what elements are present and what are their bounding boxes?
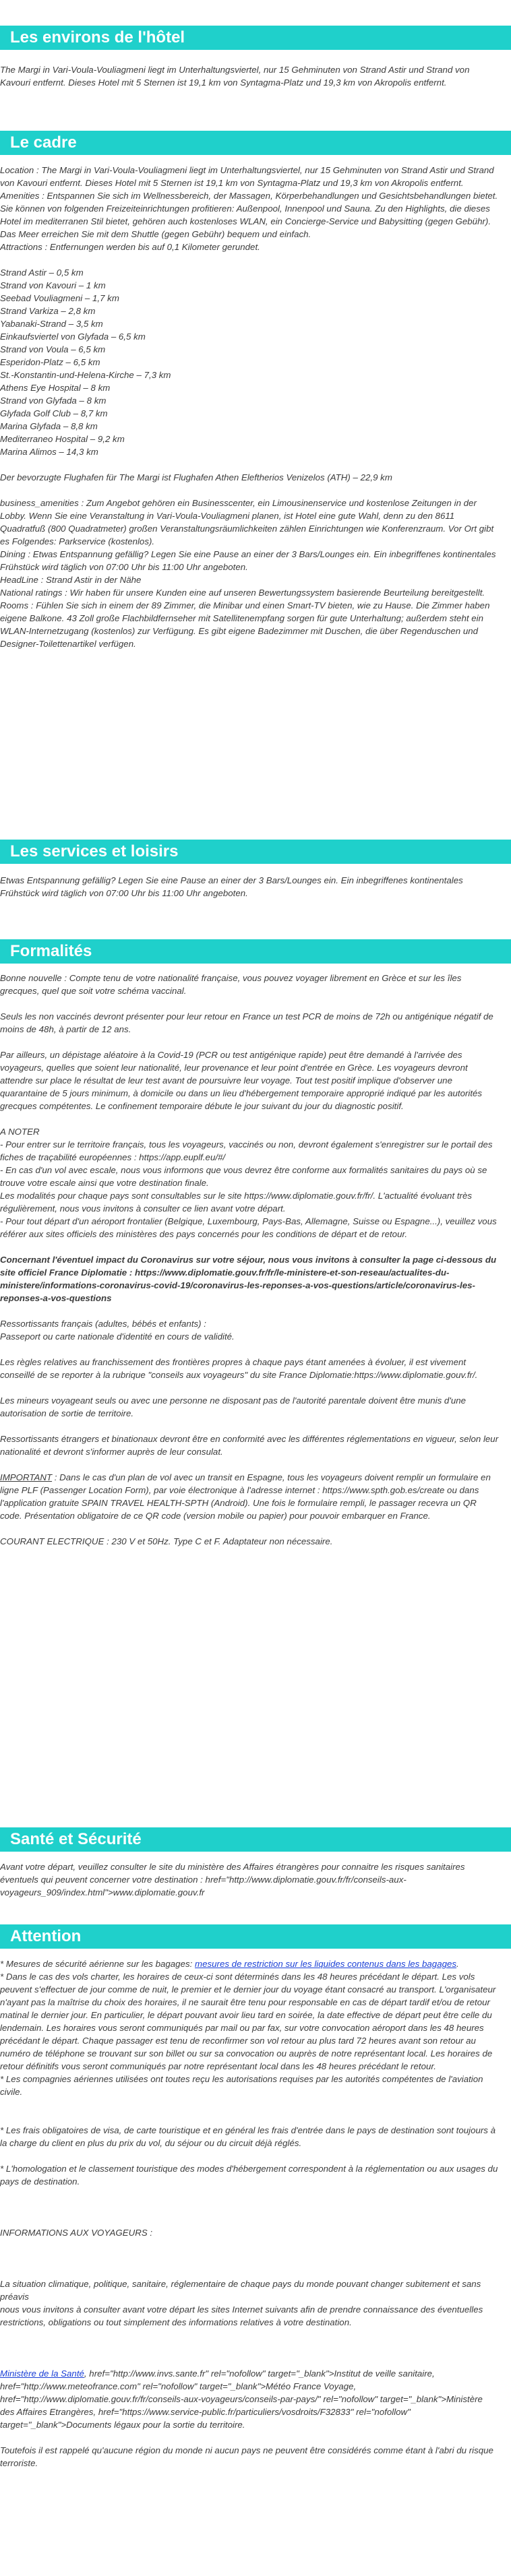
note-title: A NOTER — [0, 1127, 40, 1137]
services-paragraph: Etwas Entspannung gefällig? Legen Sie eine Pause an einer der 3 Bars/Lounges ein. Ein inbegriffenes kontinentales Frühstück wird täglich von 07:00 Uhr bis 11:00 Uhr angeboten. — [0, 875, 463, 898]
attention-1 — [0, 1957, 499, 1970]
place-item: Yabanaki-Strand – 3,5 km — [0, 319, 103, 329]
info-voyageurs: INFORMATIONS AUX VOYAGEURS : — [0, 2228, 153, 2238]
formalites-p6: Ressortissants étrangers et binationaux devront être en conformité avec les différentes réglementations en vigueur, selon leur nationalité et devront s'informer auprès de leur consulat. — [0, 1434, 499, 1457]
official-links — [0, 2367, 499, 2431]
place-item: Strand von Voula – 6,5 km — [0, 344, 106, 354]
cadre-dining: Dining : Etwas Entspannung gefällig? Legen Sie eine Pause an einer der 3 Bars/Lounges ein. Ein inbegriffenes kontinentales Frühstück wird täglich von 07:00 Uhr bis 11:00 Uhr angeboten. — [0, 549, 496, 572]
place-item: Mediterraneo Hospital – 9,2 km — [0, 434, 125, 444]
cadre-title: Le cadre — [10, 133, 77, 152]
cadre-location: Location : The Margi in Vari-Voula-Vouliagmeni liegt im Unterhaltungsviertel, nur 15 Gehminuten von Strand Astir und Strand von Kavouri entfernt. Dieses Hotel mit 5 Sternen ist 19,1 km von Syntagma-Platz und 19,3 km von Akropolis entfernt. — [0, 165, 494, 188]
place-item: Strand von Kavouri – 1 km — [0, 280, 106, 290]
place-item: St.-Konstantin-und-Helena-Kirche – 7,3 km — [0, 370, 171, 380]
attention-7: nous vous invitons à consulter avant votre départ les sites Internet suivants afin de prendre connaissance des éventuelles restrictions, obligations ou tout simplement des informations relatives à votre destination. — [0, 2304, 483, 2327]
services-text — [0, 874, 499, 912]
environs-paragraph: The Margi in Vari-Voula-Vouliagmeni liegt im Unterhaltungsviertel, nur 15 Gehminuten von Strand Astir und Strand von Kavouri entfernt. Dieses Hotel mit 5 Sternen ist 19,1 km von Syntagma-Platz und 19,3 km von Akropolis entfernt. — [0, 65, 470, 88]
courant-electrique: COURANT ELECTRIQUE : 230 V et 50Hz. Type C et F. Adaptateur non nécessaire. — [0, 1536, 333, 1546]
formalites-p5: Les mineurs voyageant seuls ou avec une personne ne disposant pas de l'autorité parentale doivent être munis d'une autorisation de sortie de territoire. — [0, 1395, 467, 1418]
cadre-airport: Der bevorzugte Flughafen für The Margi ist Flughafen Athen Eleftherios Venizelos (ATH) – 22,9 km — [0, 472, 392, 482]
place-list — [0, 266, 499, 458]
official-links-text: , href="http://www.invs.sante.fr" rel="nofollow" target="_blank">Institut de veille sanitaire, href="http://www.meteofrance.com" rel="nofollow" target="_blank">Météo France Voyage, href="http://www.diplomatie.gouv.fr/fr/conseils-aux-voyageurs/conseils-par-pays/" rel="nofollow" target="_blank">Ministère des Affaires Etrangères, href="https://www.service-public.fr/particuliers/vosdroits/F32833" rel="nofollow" target="_blank">Documents légaux pour la sortie du territoire. — [0, 2368, 483, 2430]
ressortissants-1: Ressortissants français (adultes, bébés et enfants) : — [0, 1319, 206, 1329]
cadre-text — [0, 164, 499, 650]
cadre-amenities: Amenities : Entspannen Sie sich im Wellnessbereich, der Massagen, Körperbehandlungen und Gesichtsbehandlungen bietet. Sie können von folgenden Freizeiteinrichtungen profitieren: Außenpool, Innenpool und Sauna. Zu den Highlights, die dieses Hotel im mediterranen Stil bietet, gehören auch kostenloses WLAN, ein Concierge-Service und Babysitting (gegen Gebühr). Das Meer erreichen Sie mit dem Shuttle (gegen Gebühr) bequem und einfach. — [0, 191, 498, 239]
place-item: Marina Alimos – 14,3 km — [0, 447, 98, 457]
ministere-sante-link[interactable]: Ministère de la Santé — [0, 2368, 84, 2379]
services-title: Les services et loisirs — [10, 842, 179, 860]
formalites-p3: Par ailleurs, un dépistage aléatoire à la Covid-19 (PCR ou test antigénique rapide) peut être demandé à l'arrivée des voyageurs, quelles que soient leur nationalité, leur provenance et leur point d'entrée en Grèce. Les voyageurs devront attendre sur place le résultat de leur test avant de poursuivre leur voyage. Tout test positif implique d'observer une quarantaine de 5 jours minimum, à domicile ou dans un lieu d'hébergement temporaire approprié indiqué par les autorités grecques compétentes. Le confinement temporaire débute le jour suivant du jour du diagnostic positif. — [0, 1050, 483, 1111]
note-3: Les modalités pour chaque pays sont consultables sur le site https://www.diplomatie.gouv.fr/fr/. L'actualité évoluant très régulièrement, nous vous invitons à consulter ce lien avant votre départ. — [0, 1191, 473, 1214]
place-item: Seebad Vouliagmeni – 1,7 km — [0, 293, 119, 303]
formalites-p1: Bonne nouvelle : Compte tenu de votre nationalité française, vous pouvez voyager librement en Grèce et sur les îles grecques, quel que soit votre schéma vaccinal. — [0, 973, 462, 996]
cadre-banner — [0, 131, 511, 155]
attention-2: * Dans le cas des vols charter, les horaires de ceux-ci sont déterminés dans les 48 heures précédant le départ. Les vols peuvent s'effectuer de jour comme de nuit, le premier et le dernier jour du voyage étant consacré au transport. L'organisateur n'ayant pas la maîtrise du choix des horaires, il ne saurait être tenu pour responsable en cas de départ tardif et/ou de retour matinal le dernier jour. En particulier, le départ pouvant avoir lieu tard en soirée, la date effective de départ peut être celle du lendemain. Les horaires vous seront communiqués par mail ou par fax, sur votre convocation aéroport dans les 48 heures précédant le départ. Chaque passager est tenu de reconfirmer son vol retour au plus tard 72 heures avant son retour au numéro de téléphone se trouvant sur son billet ou sur sa convocation ou auprès de notre représentant local. Les horaires de retour définitifs vous seront communiqués par notre représentant local dans les 48 heures précédant le retour. — [0, 1972, 496, 2071]
place-item: Athens Eye Hospital – 8 km — [0, 383, 111, 393]
environs-banner — [0, 26, 511, 50]
place-item: Marina Glyfada – 8,8 km — [0, 421, 98, 431]
formalites-p4: Les règles relatives au franchissement des frontières propres à chaque pays étant amenées à évoluer, il est vivement conseillé de se reporter à la rubrique "conseils aux voyageurs" du site France Diplomatie:https://www.diplomatie.gouv.fr/. — [0, 1357, 478, 1380]
sante-paragraph: Avant votre départ, veuillez consulter le site du ministère des Affaires étrangères pour connaitre les risques sanitaires éventuels qui peuvent concerner votre destination : href="http://www.diplomatie.gouv.fr/fr/conseils-aux-voyageurs_909/index.html">www.diplomatie.gouv.fr — [0, 1862, 465, 1897]
formalites-title: Formalités — [10, 942, 92, 960]
ressortissants-2: Passeport ou carte nationale d'identité en cours de validité. — [0, 1331, 235, 1342]
cadre-business: business_amenities : Zum Angebot gehören ein Businesscenter, ein Limousinenservice und kostenlose Zeitungen in der Lobby. Wenn Sie eine Veranstaltung in Vari-Voula-Vouliagmeni planen, ist Hotel eine gute Wahl, denn zu den 8611 Quadratfuß (800 Quadratmeter) großen Veranstaltungsräumlichkeiten zählen Einrichtungen wie Konferenzraum. Vor Ort gibt es Folgendes: Parkservice (kostenlos). — [0, 498, 494, 546]
note-1: - Pour entrer sur le territoire français, tous les voyageurs, vaccinés ou non, devront également s'enregistrer sur le portail des fiches de traçabilité européennes : https://app.euplf.eu/#/ — [0, 1139, 493, 1162]
cadre-attractions: Attractions : Entfernungen werden bis auf 0,1 Kilometer gerundet. — [0, 242, 260, 252]
cadre-ratings: National ratings : Wir haben für unsere Kunden eine auf unseren Bewertungssystem basierende Beurteilung bereitgestellt. — [0, 588, 485, 598]
attention-4: * Les frais obligatoires de visa, de carte touristique et en général les frais d'entrée dans le pays de destination sont toujours à la charge du client en plus du prix du vol, du séjour ou du circuit déjà réglés. — [0, 2125, 496, 2148]
place-item: Strand von Glyfada – 8 km — [0, 396, 107, 406]
attention-final: Toutefois il est rappelé qu'aucune région du monde ni aucun pays ne peuvent être considérés comme étant à l'abri du risque terroriste. — [0, 2445, 493, 2468]
attention-banner — [0, 1924, 511, 1949]
services-banner — [0, 840, 511, 864]
formalites-text — [0, 972, 499, 1561]
sante-title: Santé et Sécurité — [10, 1830, 142, 1848]
important-text: : Dans le cas d'un plan de vol avec un transit en Espagne, tous les voyageurs doivent remplir un formulaire en ligne PLF (Passenger Location Form), par voie électronique à l'adresse internet : https://www.spth.gob.es/create ou dans l'application gratuite SPAIN TRAVEL HEALTH-SPTH (Android). Une fois le formulaire rempli, le passager recevra un QR code. Présentation obligatoire de ce QR code (version mobile ou papier) pour pouvoir embarquer en France. — [0, 1472, 491, 1521]
attention-1-prefix: * Mesures de sécurité aérienne sur les bagages: — [0, 1959, 195, 1969]
important-paragraph — [0, 1471, 499, 1522]
formalites-banner — [0, 939, 511, 964]
sante-text — [0, 1860, 499, 1912]
place-item: Esperidon-Platz – 6,5 km — [0, 357, 100, 367]
attention-5: * L'homologation et le classement touristique des modes d'hébergement correspondent à la réglementation ou aux usages du pays de destination. — [0, 2164, 498, 2187]
cadre-rooms: Rooms : Fühlen Sie sich in einem der 89 Zimmer, die Minibar und einen Smart-TV bieten, wie zu Hause. Die Zimmer haben eigene Balkone. 43 Zoll große Flachbildfernseher mit Satellitenempfang sorgen für gute Unterhaltung; außerdem steht ein WLAN-Internetzugang (kostenlos) zur Verfügung. Es gibt eigene Badezimmer mit Duschen, die über Regenduschen und Designer-Toilettenartikel verfügen. — [0, 600, 490, 649]
sante-banner — [0, 1827, 511, 1852]
place-item: Strand Astir – 0,5 km — [0, 268, 84, 278]
place-item: Einkaufsviertel von Glyfada – 6,5 km — [0, 332, 146, 342]
attention-1-suffix: . — [456, 1959, 459, 1969]
attention-3: * Les compagnies aériennes utilisées ont toutes reçu les autorisations requises par les autorités compétentes de l'aviation civile. — [0, 2074, 483, 2097]
important-label: IMPORTANT — [0, 1472, 53, 1482]
place-item: Strand Varkiza – 2,8 km — [0, 306, 96, 316]
environs-text — [0, 63, 499, 102]
formalites-p2: Seuls les non vaccinés devront présenter pour leur retour en France un test PCR de moins de 72h ou antigénique négatif de moins de 48h, à partir de 12 ans. — [0, 1011, 493, 1034]
cadre-headline: HeadLine : Strand Astir in der Nähe — [0, 575, 142, 585]
note-4: - Pour tout départ d'un aéroport frontalier (Belgique, Luxembourg, Pays-Bas, Allemagne, Suisse ou Espagne...), veuillez vous référer aux sites officiels des ministères des pays concernés pour les conditions de départ et de retour. — [0, 1216, 497, 1239]
note-2: - En cas d'un vol avec escale, nous vous informons que vous devrez être conforme aux formalités sanitaires du pays où se trouve votre escale ainsi que votre destination finale. — [0, 1165, 487, 1188]
attention-title: Attention — [10, 1927, 82, 1945]
attention-text — [0, 1957, 499, 2470]
attention-6: La situation climatique, politique, sanitaire, réglementaire de chaque pays du monde pouvant changer subitement et sans préavis — [0, 2279, 481, 2302]
place-item: Glyfada Golf Club – 8,7 km — [0, 408, 108, 418]
liquids-restriction-link[interactable]: mesures de restriction sur les liquides contenus dans les bagages — [195, 1959, 457, 1969]
coronavirus-notice: Concernant l'éventuel impact du Coronavirus sur votre séjour, nous vous invitons à consulter la page ci-dessous du site officiel France Diplomatie : https://www.diplomatie.gouv.fr/fr/le-ministere-et-son-reseau/actualites-du-ministere/informations-coronavirus-covid-19/coronavirus-les-reponses-a-vos-questions/article/coronavirus-les-reponses-a-vos-questions — [0, 1255, 497, 1303]
environs-title: Les environs de l'hôtel — [10, 28, 185, 46]
